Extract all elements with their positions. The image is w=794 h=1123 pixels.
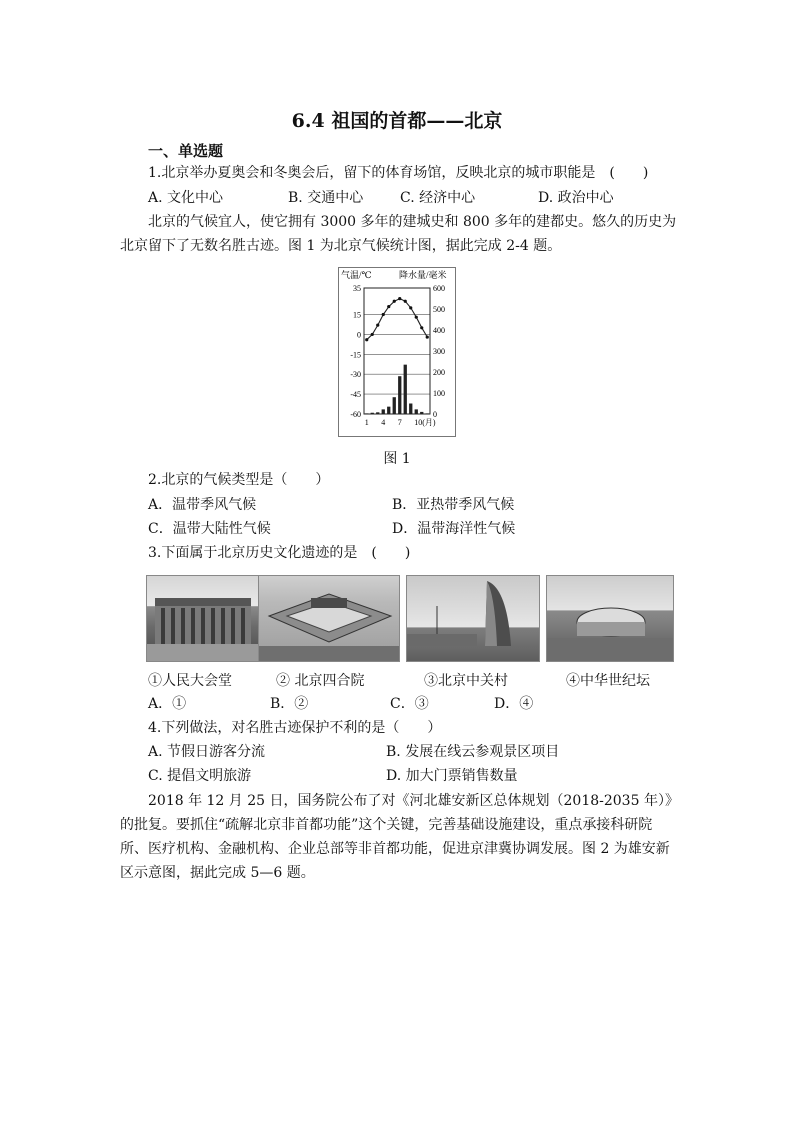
precipitation-bar	[415, 409, 418, 414]
temperature-point	[387, 305, 390, 308]
precipitation-bar	[382, 409, 385, 414]
photo-label-4: ④中华世纪坛	[566, 673, 650, 689]
temperature-point	[371, 333, 374, 336]
precipitation-bar	[404, 365, 407, 414]
question-1-option-d: D. 政治中心	[538, 190, 614, 206]
question-3-option-b: B．②	[270, 696, 309, 712]
left-tick-label: -15	[350, 350, 361, 360]
photo-great-hall-of-the-people	[146, 575, 260, 662]
photo-label-3: ③北京中关村	[424, 673, 508, 689]
section-heading: 一、单选题	[148, 142, 224, 160]
photo-label-2: ② 北京四合院	[276, 673, 365, 689]
question-4-option-b: B. 发展在线云参观景区项目	[386, 744, 560, 760]
millennium-monument-sketch	[547, 576, 673, 661]
temperature-point	[420, 326, 423, 329]
question-3-option-a: A．①	[148, 696, 187, 712]
chart-left-axis-title: 气温/℃	[341, 270, 372, 280]
zhongguancun-sketch	[407, 576, 539, 661]
temperature-point	[365, 338, 368, 341]
temperature-point	[382, 313, 385, 316]
siheyuan-sketch	[259, 576, 399, 661]
temperature-point	[409, 306, 412, 309]
question-4-option-d: D. 加大门票销售数量	[386, 768, 518, 784]
question-4-stem: 4.下列做法，对名胜古迹保护不利的是（ ）	[148, 720, 442, 736]
temperature-point	[393, 300, 396, 303]
photo-label-1: ①人民大会堂	[148, 673, 232, 689]
passage-1: 北京的气候宜人，使它拥有 3000 多年的建城史和 800 多年的建都史。悠久的历史为北京留下了无数名胜古迹。图 1 为北京气候统计图，据此完成 2-4 题。	[120, 214, 677, 254]
page-title: 6.4 祖国的首都——北京	[291, 110, 503, 132]
x-tick-label: 1	[364, 418, 369, 427]
question-1-option-b: B. 交通中心	[288, 190, 364, 206]
temperature-point	[376, 324, 379, 327]
x-tick-label: 4	[381, 418, 386, 427]
great-hall-sketch	[147, 576, 259, 661]
question-2-option-a: A．温带季风气候	[148, 497, 257, 513]
precipitation-bar	[393, 397, 396, 414]
climate-chart	[339, 268, 455, 436]
right-tick-label: 400	[433, 326, 445, 335]
temperature-line	[367, 299, 428, 340]
question-3-option-d: D．④	[494, 696, 534, 712]
figure-1-caption: 图 1	[383, 451, 411, 467]
precipitation-bar	[398, 376, 401, 414]
left-tick-label: -45	[350, 390, 361, 400]
right-tick-label: 600	[433, 284, 445, 293]
right-tick-label: 0	[433, 410, 437, 419]
right-tick-label: 100	[433, 389, 445, 398]
chart-right-axis-title: 降水量/毫米	[399, 270, 447, 280]
precipitation-bar	[409, 404, 412, 415]
photo-china-millennium-monument	[546, 575, 674, 662]
temperature-point	[398, 297, 401, 300]
question-2-stem: 2.北京的气候类型是（ ）	[148, 472, 330, 488]
climate-chart-figure	[338, 267, 456, 437]
plot-frame	[364, 288, 430, 414]
photo-zhongguancun	[406, 575, 540, 662]
question-4-option-a: A. 节假日游客分流	[148, 744, 266, 760]
question-1-stem: 1.北京举办夏奥会和冬奥会后，留下的体育场馆，反映北京的城市职能是 ( )	[148, 165, 649, 181]
right-tick-label: 200	[433, 368, 445, 377]
left-tick-label: 0	[357, 330, 361, 340]
photo-beijing-siheyuan	[258, 575, 400, 662]
question-3-option-c: C．③	[390, 696, 429, 712]
temperature-point	[404, 300, 407, 303]
left-tick-label: 35	[353, 284, 361, 293]
left-tick-label: 15	[353, 310, 361, 320]
question-2-option-b: B．亚热带季风气候	[392, 497, 515, 513]
question-1-option-a: A. 文化中心	[148, 190, 224, 206]
temperature-point	[426, 335, 429, 338]
right-tick-label: 500	[433, 305, 445, 314]
precipitation-bar	[387, 407, 390, 414]
question-4-option-c: C. 提倡文明旅游	[148, 768, 252, 784]
question-2-option-d: D．温带海洋性气候	[392, 521, 516, 537]
passage-2: 2018 年 12 月 25 日，国务院公布了对《河北雄安新区总体规划（2018-2035 年）》的批复。要抓住“疏解北京非首都功能”这个关键，完善基础设施建设，重点承接科研院所、医疗机构、金融机构、企业总部等非首都功能，促进京津冀协调发展。图 2 为雄安新区示意图，据此完成 5—6 题。	[120, 793, 679, 881]
question-2-option-c: C．温带大陆性气候	[148, 521, 271, 537]
right-tick-label: 300	[433, 347, 445, 356]
x-tick-label: 10(月)	[414, 418, 436, 427]
temperature-point	[415, 316, 418, 319]
left-tick-label: -60	[350, 410, 361, 419]
question-1-option-c: C. 经济中心	[400, 190, 476, 206]
question-3-stem: 3.下面属于北京历史文化遗迹的是 ( )	[148, 545, 411, 561]
x-tick-label: 7	[397, 418, 402, 427]
left-tick-label: -30	[350, 370, 361, 380]
